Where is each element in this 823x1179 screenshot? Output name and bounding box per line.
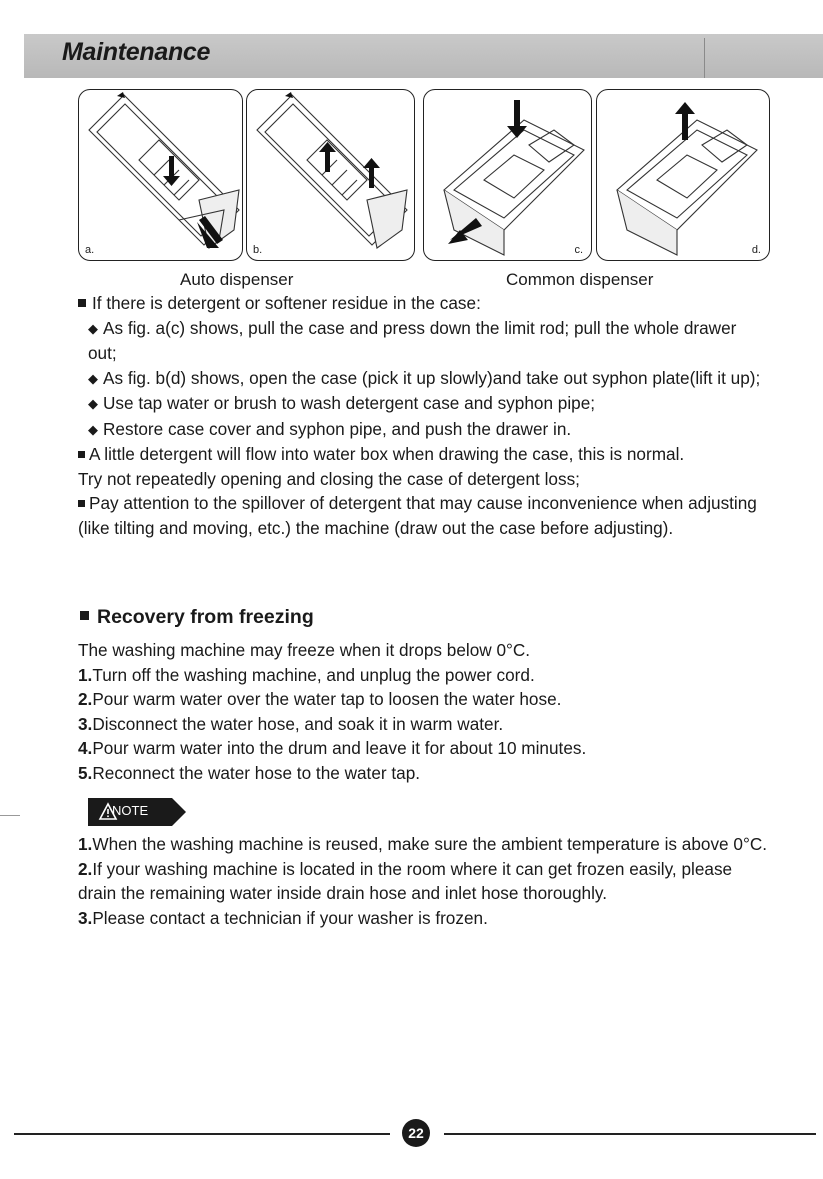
bullet-diamond-icon: ◆: [88, 421, 98, 437]
caption-common-dispenser: Common dispenser: [506, 270, 654, 289]
figure-b-label: b.: [253, 244, 263, 256]
figure-a-label: a.: [85, 244, 95, 256]
bullet-square-icon: [78, 500, 85, 507]
drawer-illustration-c: [424, 90, 591, 260]
drawer-illustration-a: [79, 90, 242, 260]
note-item: 1.When the washing machine is reused, make sure the ambient temperature is above 0°C.: [78, 834, 768, 854]
residue-step-4: ◆ Restore case cover and syphon pipe, and push the drawer in.: [78, 417, 768, 443]
figure-d: [596, 89, 770, 261]
caption-auto-dispenser: Auto dispenser: [180, 270, 294, 289]
bullet-square-icon: [78, 451, 85, 458]
residue-step-1: ◆ As fig. a(c) shows, pull the case and press down the limit rod; pull the whole drawer out;: [88, 317, 737, 363]
residue-note-1b: Try not repeatedly opening and closing the case of detergent loss;: [78, 468, 580, 489]
figure-b: [246, 89, 415, 261]
bullet-square-icon: [80, 611, 89, 620]
margin-mark: [0, 815, 20, 816]
page-number: 22: [402, 1119, 430, 1147]
figure-d-label: d.: [751, 244, 761, 256]
bullet-diamond-icon: ◆: [88, 320, 98, 336]
note-item: 3.Please contact a technician if your washer is frozen.: [78, 907, 488, 928]
drawer-illustration-b: [247, 90, 414, 260]
bullet-diamond-icon: ◆: [88, 370, 98, 386]
note-item: 2.If your washing machine is located in the room where it can get frozen easily, please drain the remaining water inside drain hose and inlet hose thoroughly.: [78, 858, 733, 903]
freezing-step: 3.Disconnect the water hose, and soak it in warm water.: [78, 713, 504, 734]
note-badge-label: NOTE: [112, 803, 149, 818]
residue-section: [78, 291, 768, 540]
freezing-step: 1.Turn off the washing machine, and unplug the power cord.: [78, 664, 535, 685]
freezing-intro: The washing machine may freeze when it drops below 0°C.: [78, 640, 531, 660]
residue-heading: If there is detergent or softener residue in the case:: [78, 291, 768, 316]
bullet-square-icon: [78, 299, 86, 307]
freezing-section: [78, 638, 768, 785]
residue-note-2: Pay attention to the spillover of detergent that may cause inconvenience when adjusting (like tilting and moving, etc.) the machine (draw out the case before adjusting).: [78, 493, 757, 538]
residue-note-1: A little detergent will flow into water box when drawing the case, this is normal.: [78, 442, 768, 467]
footer-rule-left: [14, 1133, 390, 1135]
freezing-step: 4.Pour warm water into the drum and leave it for about 10 minutes.: [78, 738, 587, 758]
figure-c: [423, 89, 592, 261]
section-title-freezing: Recovery from freezing: [80, 606, 314, 629]
freezing-step: 2.Pour warm water over the water tap to loosen the water hose.: [78, 689, 562, 709]
page-title: Maintenance: [62, 38, 211, 66]
footer-rule-right: [444, 1133, 816, 1135]
residue-step-3: ◆ Use tap water or brush to wash detergent case and syphon pipe;: [78, 391, 768, 417]
bullet-diamond-icon: ◆: [88, 396, 98, 411]
note-section: [78, 832, 768, 930]
figure-c-label: c.: [574, 244, 583, 256]
figure-a: [78, 89, 243, 261]
freezing-step: 5.Reconnect the water hose to the water tap.: [78, 762, 421, 783]
residue-step-2: ◆ As fig. b(d) shows, open the case (pick it up slowly)and take out syphon plate(lift it up);: [78, 366, 768, 392]
drawer-illustration-d: [597, 90, 769, 260]
